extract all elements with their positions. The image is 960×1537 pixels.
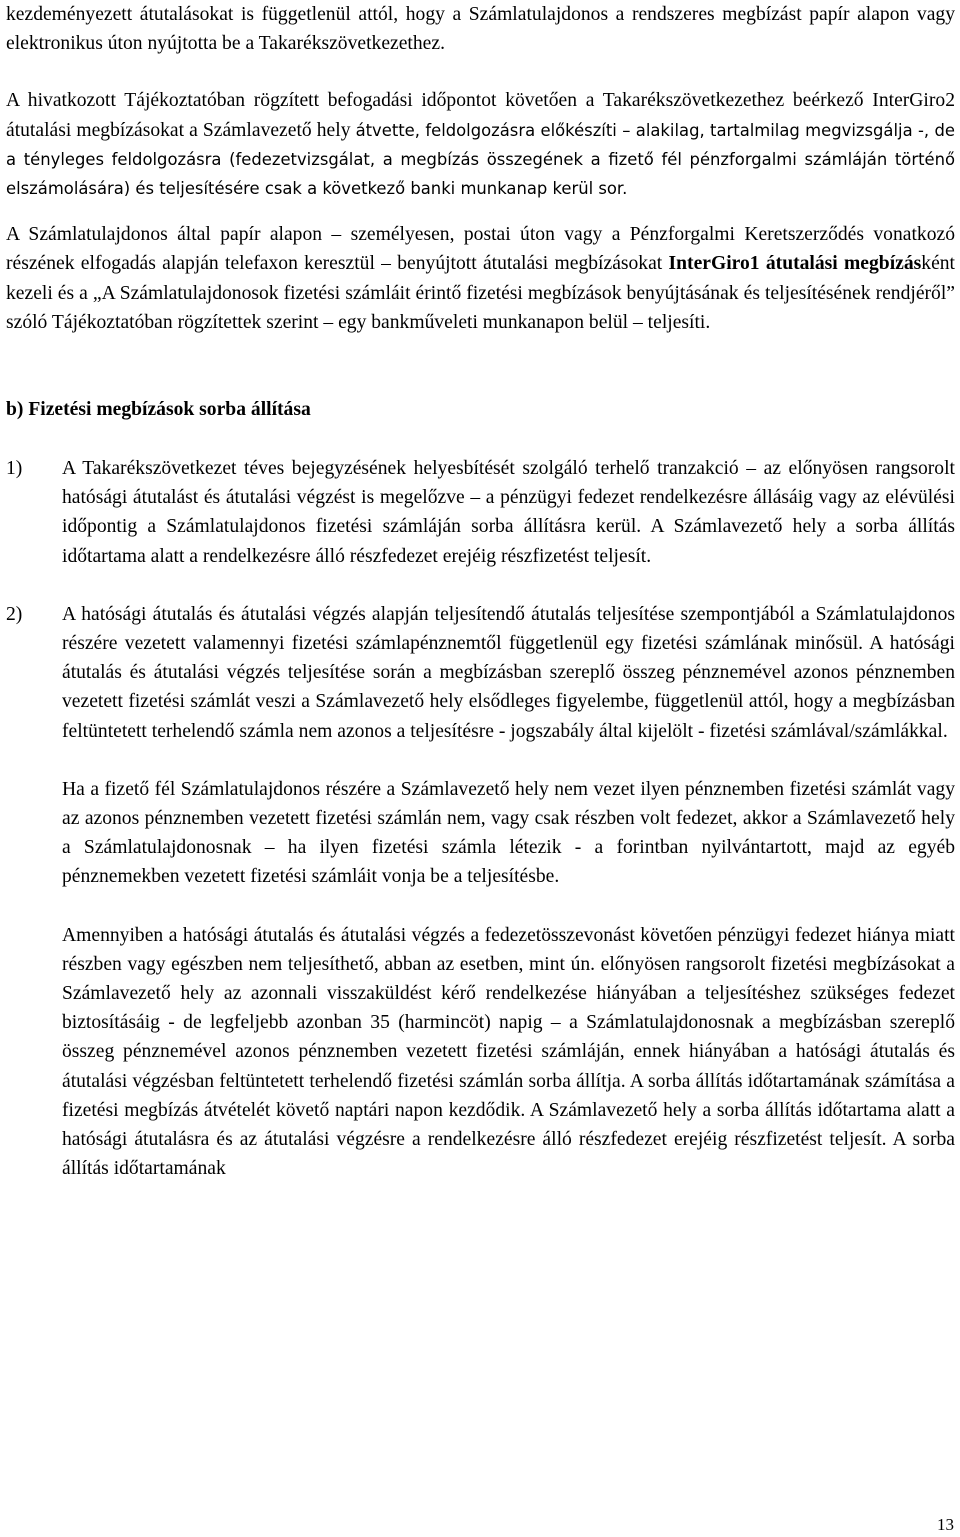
spacer [6, 58, 955, 86]
paragraph-intergiro2 [6, 86, 955, 203]
paragraph-intergiro1 [6, 220, 955, 337]
list-item-text: Ha a fizető fél Számlatulajdonos részére a Számlavezető hely nem vezet ilyen pénznemben fizetési számlát vagy az azonos pénznemben vezetett fizetési számlán nem, vagy csak részben volt fedezet, akkor a Számlavezető hely a Számlatulajdonosnak – ha ilyen fizetési számla létezik - a forintban nyilvántartott, majd az egyéb pénznemekben vezetett fizetési számláit vonja be a teljesítésbe. [62, 778, 955, 888]
spacer [6, 424, 955, 454]
list-item-1 [6, 454, 955, 571]
list-item-2 [6, 600, 955, 746]
list-item-number: 1) [6, 458, 23, 480]
spacer [6, 203, 955, 220]
page-number: 13 [937, 1515, 954, 1534]
paragraph-intergiro1-lead: A Számlatulajdonos által papír alapon – személyesen, postai úton vagy a Pénzforgalmi Keretszerződés vonatkozó részének elfogadás alapján telefaxon keresztül – benyújtott átutalási megbízásokat [6, 224, 955, 275]
spacer [6, 571, 955, 600]
list-item-2-continuation-2 [6, 921, 955, 1184]
list-item-text: A hatósági átutalás és átutalási végzés alapján teljesítendő átutalás teljesítése szempontjából a Számlatulajdonos részére vezetett valamennyi fizetési számlapénznemtől függetlenül egy fizetési számlának minősül. A hatósági átutalás és átutalási végzés teljesítése során a megbízásban szereplő összeg pénznemével azonos pénznemben vezetett fizetési számlát veszi a Számlavezető hely elsődleges figyelembe, függetlenül attól, hogy a megbízásban feltüntetett terhelendő számla nem azonos a teljesítésre - jogszabály által kijelölt - fizetési számlával/számlákkal. [62, 603, 955, 742]
list-item-number: 2) [6, 603, 23, 625]
spacer [6, 337, 955, 395]
paragraph-intergiro1-rest: ként kezeli és a „A Számlatulajdonosok fizetési számláit érintő fizetési megbízások benyújtásának és teljesítésének rendjéről” szóló Tájékoztatóban rögzítettek szerint – egy bankműveleti munkanapon belül – teljesíti. [6, 253, 955, 333]
spacer [6, 746, 955, 775]
list-item-2-continuation-1 [6, 775, 955, 892]
paragraph-continuation: kezdeményezett átutalásokat is függetlenül attól, hogy a Számlatulajdonos a rendszeres megbízást papír alapon vagy elektronikus úton nyújtotta be a Takarékszövetkezethez. [6, 4, 955, 55]
section-heading: b) Fizetési megbízások sorba állítása [6, 399, 311, 421]
paragraph-intergiro2-rest: átvette, feldolgozásra előkészíti – alakilag, tartalmilag megvizsgálja -, de a tényleges feldolgozásra (fedezetvizsgálat, a megbízás összegének a fizető fél pénzforgalmi számláján történő elszámolására) és teljesítésére csak a következő banki munkanap kerül sor. [6, 120, 955, 199]
paragraph-intergiro1-bold: InterGiro1 átutalási megbízás [668, 253, 922, 275]
spacer [6, 892, 955, 921]
document-page [6, 0, 955, 1184]
list-item-text: A Takarékszövetkezet téves bejegyzésének helyesbítését szolgáló terhelő tranzakció – az előnyösen rangsorolt hatósági átutalást és átutalási végzést is megelőzve – a pénzügyi fedezet rendelkezésre állásáig vagy az elévülési időpontig a Számlatulajdonos fizetési számláján sorba állításra kerül. A Számlavezető hely a sorba állítás időtartama alatt a rendelkezésre álló részfedezet erejéig részfizetést teljesít. [62, 458, 955, 567]
paragraph-intergiro2-lead: A hivatkozott Tájékoztatóban rögzített befogadási időpontot követően a Takarékszövetkezethez beérkező InterGiro2 átutalási megbízásokat a Számlavezető hely [6, 90, 955, 141]
list-item-text: Amennyiben a hatósági átutalás és átutalási végzés a fedezetösszevonást követően pénzügyi fedezet hiánya miatt részben vagy egészben nem teljesíthető, abban az esetben, mint ún. előnyösen rangsorolt fizetési megbízásokat a Számlavezető hely az azonnali visszaküldést kérő rendelkezése hiányában a teljesítéshez szükséges fedezet biztosításáig - de legfeljebb azonban 35 (harmincöt) napig – a Számlatulajdonosnak a megbízásban szereplő összeg pénznemével azonos pénznemben vezetett fizetési számláján, ennek hiányában a hatósági átutalás és átutalási végzésban feltüntetett terhelendő fizetési számlán sorba állítja. A sorba állítás időtartamának számítása a fizetési megbízás átvételét követő naptári napon kezdődik. A Számlavezető hely a sorba állítás időtartama alatt a hatósági átutalásra és az átutalási végzésre a rendelkezésre álló részfedezet erejéig részfizetést teljesít. A sorba állítás időtartamának [62, 924, 955, 1180]
